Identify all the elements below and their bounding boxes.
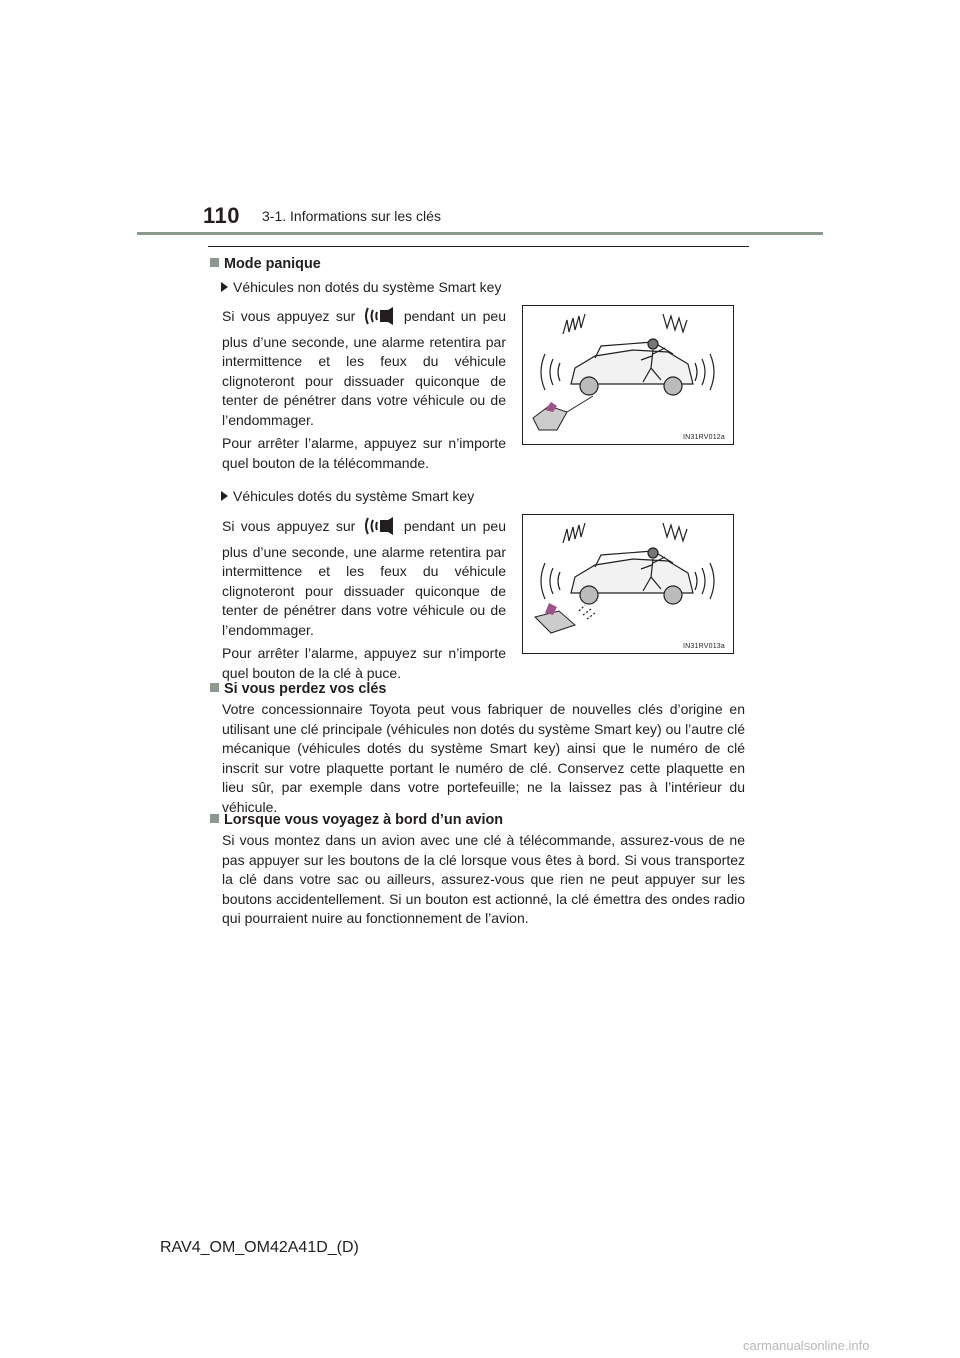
illustration-panic-smart-key (522, 514, 734, 654)
section-title: 3-1. Informations sur les clés (262, 208, 441, 224)
square-bullet-icon (210, 814, 219, 823)
heading-panic-mode: Mode panique (210, 256, 321, 272)
triangle-bullet-icon (221, 282, 228, 292)
illustration-code: IN31RV012a (683, 434, 725, 441)
square-bullet-icon (210, 258, 219, 267)
panic-text-smart-key: Si vous appuyez sur pendant un peu plus d’une seconde, une alarme retentira par intermittence et les feux du véhicule clignoteront pour dissuader quiconque de tenter de pénétrer dans votre véhicule ou de l’endommager. Pour arrêter l’alarme, appuyez sur n’importe quel bouton de la clé à puce. (222, 515, 506, 687)
heading-lost-keys: Si vous perdez vos clés (210, 681, 386, 697)
lost-keys-text: Votre concessionnaire Toyota peut vous fabriquer de nouvelles clés d’origine en utilisant une clé principale (véhicules non dotés du système Smart key) ou l’autre clé mécanique (véhicules dotés du système Smart key) ainsi que le numéro de clé inscrit sur votre plaquette portant le numéro de clé. Conservez cette plaquette en lieu sûr, par exemple dans votre portefeuille; ne la laissez pas à l’intérieur du véhicule. (222, 701, 745, 815)
airplane-text: Si vous montez dans un avion avec une clé à télécommande, assurez-vous de ne pas appuyer sur les boutons de la clé lorsque vous êtes à bord. Si vous transportez la clé dans votre sac ou ailleurs, assurez-vous que rien ne peut appuyer sur les boutons accidentellement. Si un bouton est actionné, la clé émettra des ondes radio qui pourraient nuire au fonctionnement de l’avion. (222, 832, 745, 926)
header-rule (137, 232, 823, 235)
illustration-code: IN31RV013a (683, 643, 725, 650)
page-number: 110 (203, 203, 240, 228)
triangle-bullet-icon (221, 491, 228, 501)
content-top-rule (208, 246, 749, 247)
panic-button-icon (365, 305, 395, 333)
watermark: carmanualsonline.info (743, 1338, 870, 1353)
document-code: RAV4_OM_OM42A41D_(D) (160, 1239, 359, 1256)
square-bullet-icon (210, 683, 219, 692)
heading-airplane: Lorsque vous voyagez à bord d’un avion (210, 812, 503, 828)
subheading-no-smart-key: Véhicules non dotés du système Smart key (221, 279, 501, 295)
illustration-panic-remote (522, 305, 734, 445)
panic-button-icon (365, 515, 395, 543)
panic-text-no-smart-key: Si vous appuyez sur pendant un peu plus d’une seconde, une alarme retentira par intermittence et les feux du véhicule clignoteront pour dissuader quiconque de tenter de pénétrer dans votre véhicule ou de l’endommager. Pour arrêter l’alarme, appuyez sur n’importe quel bouton de la télécommande. (222, 305, 506, 477)
subheading-smart-key: Véhicules dotés du système Smart key (221, 488, 474, 504)
